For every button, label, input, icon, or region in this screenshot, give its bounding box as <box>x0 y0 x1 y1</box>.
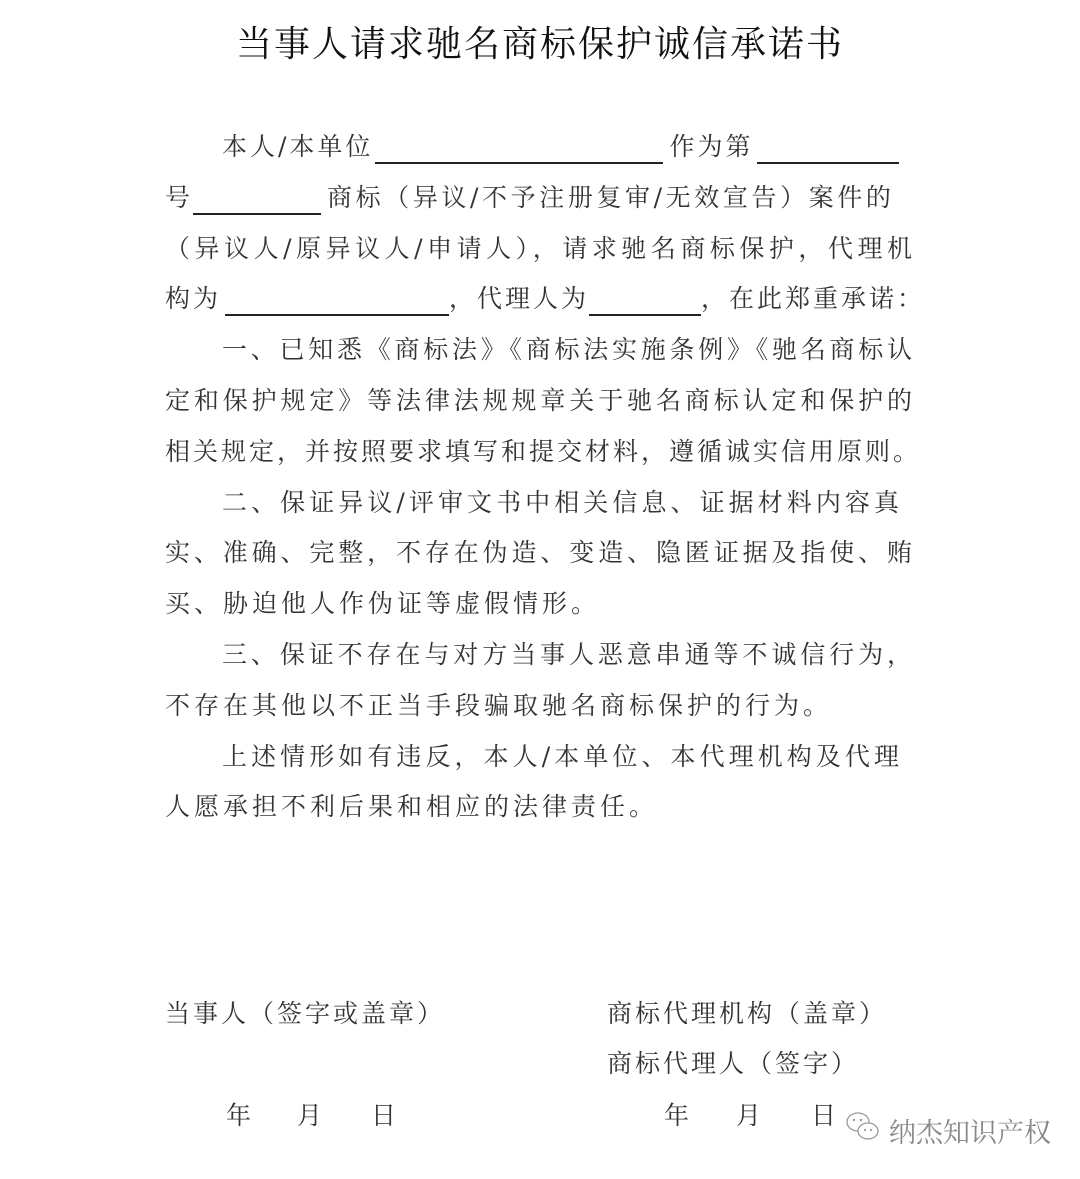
body-line: 上述情形如有违反，本人/本单位、本代理机构及代理 <box>222 742 902 771</box>
body-line: 相关规定，并按照要求填写和提交材料，遵循诚实信用原则。 <box>165 437 922 466</box>
body-line-1 <box>222 130 899 164</box>
body-line: 不存在其他以不正当手段骗取驰名商标保护的行为。 <box>165 691 833 720</box>
wechat-icon <box>845 1110 881 1151</box>
body-line: 买、胁迫他人作伪证等虚假情形。 <box>165 589 601 618</box>
blank-agent[interactable] <box>589 288 701 316</box>
blank-party-name[interactable] <box>375 136 663 164</box>
right-day: 日 <box>811 1101 840 1130</box>
body-line-2 <box>165 181 894 215</box>
left-day: 日 <box>371 1101 400 1130</box>
left-month: 月 <box>297 1101 326 1130</box>
body-line-3: （异议人/原异议人/申请人），请求驰名商标保护，代理机 <box>165 234 915 263</box>
body-line: 实、准确、完整，不存在伪造、变造、隐匿证据及指使、贿 <box>165 538 915 567</box>
blank-agency[interactable] <box>225 288 449 316</box>
text: 号 <box>165 183 194 212</box>
text: 作为第 <box>669 132 754 161</box>
agency-seal-label: 商标代理机构（盖章） <box>607 999 888 1028</box>
text: ，在此郑重承诺： <box>701 284 926 313</box>
document-title: 当事人请求驰名商标保护诚信承诺书 <box>235 24 844 65</box>
watermark <box>845 1110 1051 1151</box>
text: ，代理人为 <box>449 284 590 313</box>
watermark-text: 纳杰知识产权 <box>889 1118 1051 1149</box>
blank-number[interactable] <box>757 136 899 164</box>
text: 构为 <box>165 284 222 313</box>
body-line: 定和保护规定》等法律法规规章关于驰名商标认定和保护的 <box>165 386 915 415</box>
text: 商标（异议/不予注册复审/无效宣告）案件的 <box>327 183 895 212</box>
agent-signature-label: 商标代理人（签字） <box>607 1049 860 1078</box>
body-line: 人愿承担不利后果和相应的法律责任。 <box>165 792 659 821</box>
left-year: 年 <box>226 1101 255 1130</box>
blank-trademark[interactable] <box>193 187 321 215</box>
right-month: 月 <box>736 1101 765 1130</box>
body-line: 一、已知悉《商标法》《商标法实施条例》《驰名商标认 <box>222 335 915 364</box>
right-year: 年 <box>664 1101 693 1130</box>
body-line-4 <box>165 282 925 316</box>
text: 本人/本单位 <box>222 132 374 161</box>
body-line: 二、保证异议/评审文书中相关信息、证据材料内容真 <box>222 488 902 517</box>
party-signature-label: 当事人（签字或盖章） <box>165 999 446 1028</box>
body-line: 三、保证不存在与对方当事人恶意串通等不诚信行为， <box>222 640 915 669</box>
